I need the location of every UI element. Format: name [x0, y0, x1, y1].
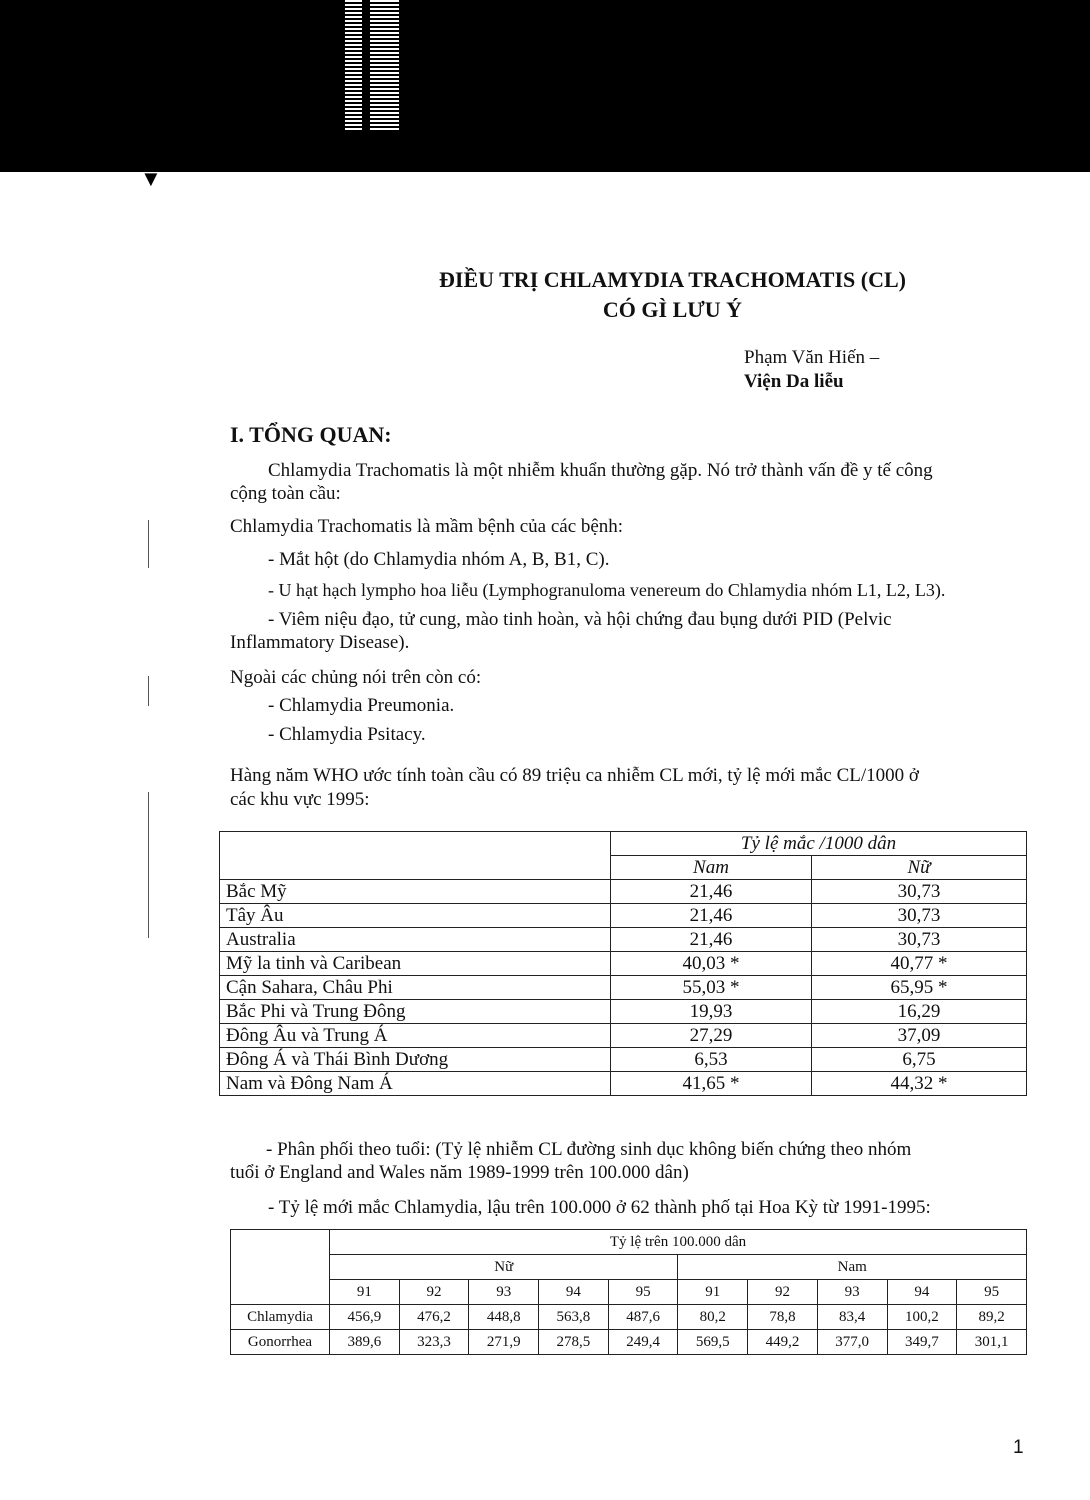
paragraph-intro-line-2: cộng toàn cầu:: [230, 483, 341, 504]
female-rate-cell: 44,32 *: [812, 1072, 1027, 1096]
table-row: [220, 1072, 1027, 1096]
disease-cell: Gonorrhea: [231, 1330, 330, 1355]
rate-cell: 456,9: [330, 1305, 400, 1330]
female-rate-cell: 30,73: [812, 880, 1027, 904]
rate-cell: 487,6: [608, 1305, 678, 1330]
female-rate-cell: 30,73: [812, 928, 1027, 952]
disease-cell: Chlamydia: [231, 1305, 330, 1330]
table-row: [220, 904, 1027, 928]
author-name: Phạm Văn Hiến –: [744, 347, 880, 368]
year-header-cell: 93: [469, 1280, 539, 1305]
rate-cell: 389,6: [330, 1330, 400, 1355]
region-cell: Đông Âu và Trung Á: [220, 1024, 611, 1048]
table-row: [231, 1305, 1027, 1330]
us-incidence-table: [230, 1229, 1027, 1355]
rate-cell: 249,4: [608, 1330, 678, 1355]
table-corner-cell: [231, 1230, 330, 1305]
document-title-line-2: CÓ GÌ LƯU Ý: [602, 297, 743, 322]
table-header-group: Tỷ lệ trên 100.000 dân: [330, 1230, 1027, 1255]
page-number: 1: [1013, 1437, 1024, 1458]
rate-cell: 100,2: [887, 1305, 957, 1330]
rate-cell: 563,8: [539, 1305, 609, 1330]
region-cell: Đông Á và Thái Bình Dương: [220, 1048, 611, 1072]
rate-cell: 89,2: [957, 1305, 1027, 1330]
rate-cell: 476,2: [399, 1305, 469, 1330]
year-header-cell: 94: [887, 1280, 957, 1305]
table-row: [220, 1024, 1027, 1048]
table-row: [220, 976, 1027, 1000]
list-item-pid-line-2: Inflammatory Disease).: [230, 632, 410, 653]
male-rate-cell: 27,29: [611, 1024, 812, 1048]
female-rate-cell: 65,95 *: [812, 976, 1027, 1000]
male-rate-cell: 21,46: [611, 904, 812, 928]
column-group-female: Nữ: [330, 1255, 678, 1280]
rate-cell: 569,5: [678, 1330, 748, 1355]
region-cell: Bắc Mỹ: [220, 880, 611, 904]
table-header-row: [231, 1230, 1027, 1255]
male-rate-cell: 21,46: [611, 880, 812, 904]
rate-cell: 349,7: [887, 1330, 957, 1355]
list-item-lgv: - U hạt hạch lympho hoa liễu (Lymphogranuloma venereum do Chlamydia nhóm L1, L2, L3).: [268, 580, 946, 600]
margin-mark: [148, 676, 149, 706]
year-header-cell: 91: [678, 1280, 748, 1305]
paragraph-other-strains: Ngoài các chủng nói trên còn có:: [230, 667, 482, 688]
scan-black-band: [0, 0, 1090, 172]
author-affiliation: Viện Da liễu: [744, 371, 844, 392]
table-row: [220, 1048, 1027, 1072]
region-cell: Mỹ la tinh và Caribean: [220, 952, 611, 976]
table-row: [220, 928, 1027, 952]
table-header-group: Tỷ lệ mắc /1000 dân: [611, 832, 1027, 856]
year-header-cell: 95: [957, 1280, 1027, 1305]
document-title-line-1: ĐIỀU TRỊ CHLAMYDIA TRACHOMATIS (CL): [439, 267, 906, 292]
male-rate-cell: 19,93: [611, 1000, 812, 1024]
male-rate-cell: 55,03 *: [611, 976, 812, 1000]
table-gender-row: [231, 1255, 1027, 1280]
year-header-cell: 94: [539, 1280, 609, 1305]
table-years-row: [231, 1280, 1027, 1305]
rate-cell: 80,2: [678, 1305, 748, 1330]
table-row: [220, 1000, 1027, 1024]
column-group-male: Nam: [678, 1255, 1027, 1280]
rate-cell: 449,2: [748, 1330, 818, 1355]
region-cell: Tây Âu: [220, 904, 611, 928]
column-header-male: Nam: [611, 856, 812, 880]
region-cell: Australia: [220, 928, 611, 952]
rate-cell: 448,8: [469, 1305, 539, 1330]
region-cell: Nam và Đông Nam Á: [220, 1072, 611, 1096]
year-header-cell: 95: [608, 1280, 678, 1305]
paragraph-who-line-2: các khu vực 1995:: [230, 789, 370, 810]
female-rate-cell: 30,73: [812, 904, 1027, 928]
section-heading: I. TỔNG QUAN:: [230, 422, 392, 447]
scan-corner-mark: ▼: [140, 166, 162, 191]
table-row: [220, 880, 1027, 904]
paragraph-us-rate: - Tỷ lệ mới mắc Chlamydia, lậu trên 100.000 ở 62 thành phố tại Hoa Kỳ từ 1991-1995:: [268, 1197, 931, 1218]
paragraph-age-line-2: tuổi ở England and Wales năm 1989-1999 trên 100.000 dân): [230, 1162, 689, 1183]
list-item-pneumonia: - Chlamydia Preumonia.: [268, 695, 455, 716]
female-rate-cell: 6,75: [812, 1048, 1027, 1072]
female-rate-cell: 16,29: [812, 1000, 1027, 1024]
incidence-by-region-table: [219, 831, 1027, 1096]
paragraph-who-line-1: Hàng năm WHO ước tính toàn cầu có 89 triệu ca nhiễm CL mới, tỷ lệ mới mắc CL/1000 ở: [230, 765, 919, 786]
column-header-female: Nữ: [812, 856, 1027, 880]
male-rate-cell: 40,03 *: [611, 952, 812, 976]
rate-cell: 301,1: [957, 1330, 1027, 1355]
table-row: [231, 1330, 1027, 1355]
region-cell: Bắc Phi và Trung Đông: [220, 1000, 611, 1024]
rate-cell: 278,5: [539, 1330, 609, 1355]
scan-barcode-mark: [345, 0, 399, 132]
female-rate-cell: 40,77 *: [812, 952, 1027, 976]
year-header-cell: 92: [748, 1280, 818, 1305]
list-item-psittaci: - Chlamydia Psitacy.: [268, 724, 426, 745]
rate-cell: 377,0: [817, 1330, 887, 1355]
paragraph-pathogen: Chlamydia Trachomatis là mầm bệnh của các bệnh:: [230, 516, 624, 537]
female-rate-cell: 37,09: [812, 1024, 1027, 1048]
table-row: [220, 952, 1027, 976]
paragraph-age-line-1: - Phân phối theo tuổi: (Tỷ lệ nhiễm CL đường sinh dục không biến chứng theo nhóm: [266, 1139, 912, 1160]
margin-mark: [148, 792, 149, 938]
paragraph-intro-line-1: Chlamydia Trachomatis là một nhiễm khuẩn thường gặp. Nó trở thành vấn đề y tế công: [268, 460, 933, 481]
rate-cell: 323,3: [399, 1330, 469, 1355]
table-header-row: [220, 832, 1027, 856]
year-header-cell: 91: [330, 1280, 400, 1305]
scan-barcode-gap: [362, 0, 370, 132]
year-header-cell: 92: [399, 1280, 469, 1305]
male-rate-cell: 6,53: [611, 1048, 812, 1072]
male-rate-cell: 41,65 *: [611, 1072, 812, 1096]
rate-cell: 271,9: [469, 1330, 539, 1355]
male-rate-cell: 21,46: [611, 928, 812, 952]
margin-mark: [148, 520, 149, 568]
list-item-trachoma: - Mắt hột (do Chlamydia nhóm A, B, B1, C).: [268, 549, 610, 570]
list-item-pid-line-1: - Viêm niệu đạo, tử cung, mào tinh hoàn, và hội chứng đau bụng dưới PID (Pelvic: [268, 609, 892, 630]
rate-cell: 83,4: [817, 1305, 887, 1330]
table-corner-cell: [220, 832, 611, 880]
year-header-cell: 93: [817, 1280, 887, 1305]
rate-cell: 78,8: [748, 1305, 818, 1330]
region-cell: Cận Sahara, Châu Phi: [220, 976, 611, 1000]
